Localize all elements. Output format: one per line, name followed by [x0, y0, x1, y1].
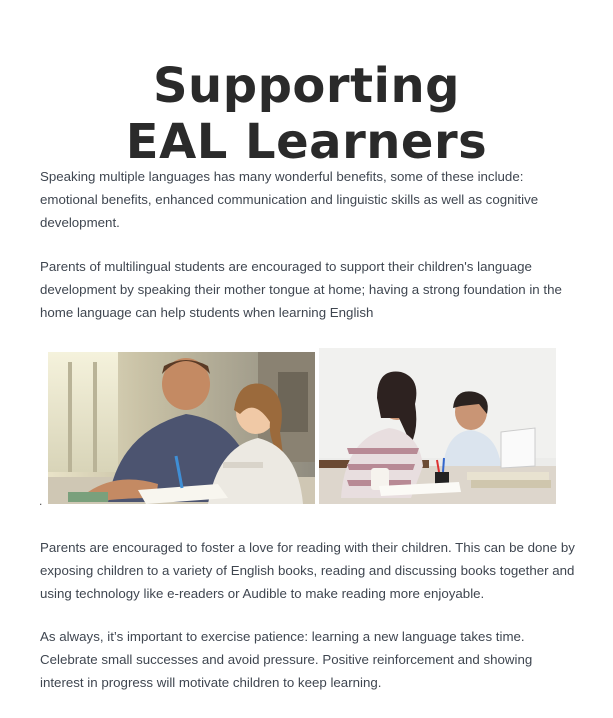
paragraph-benefits: Speaking multiple languages has many wonderful benefits, some of these include: emotional benefits, enhanced communication and linguistic skills as well as cognitive development.: [40, 169, 539, 230]
stray-dot: .: [39, 494, 43, 508]
title-line-1: Supporting: [152, 58, 461, 115]
page-title: [0, 58, 613, 170]
paragraph-reading: Parents are encouraged to foster a love for reading with their children. This can be done by exposing children to a variety of English books, reading and discussing books together and using technology like e-readers or Audible to make reading more enjoyable.: [40, 540, 575, 601]
title-line-2: EAL Learners: [125, 114, 488, 171]
photo-father-daughter-reading: [48, 352, 315, 504]
paragraph-mother-tongue: Parents of multilingual students are encouraged to support their children's language development by speaking their mother tongue at home; having a strong foundation in the home language can help students when learning English: [40, 259, 562, 320]
photo-mother-son-studying: [319, 348, 556, 504]
paragraph-patience: As always, it’s important to exercise patience: learning a new language takes time. Celebrate small successes and avoid pressure. Positive reinforcement and showing interest in progress will motivate children to keep learning.: [40, 629, 533, 690]
